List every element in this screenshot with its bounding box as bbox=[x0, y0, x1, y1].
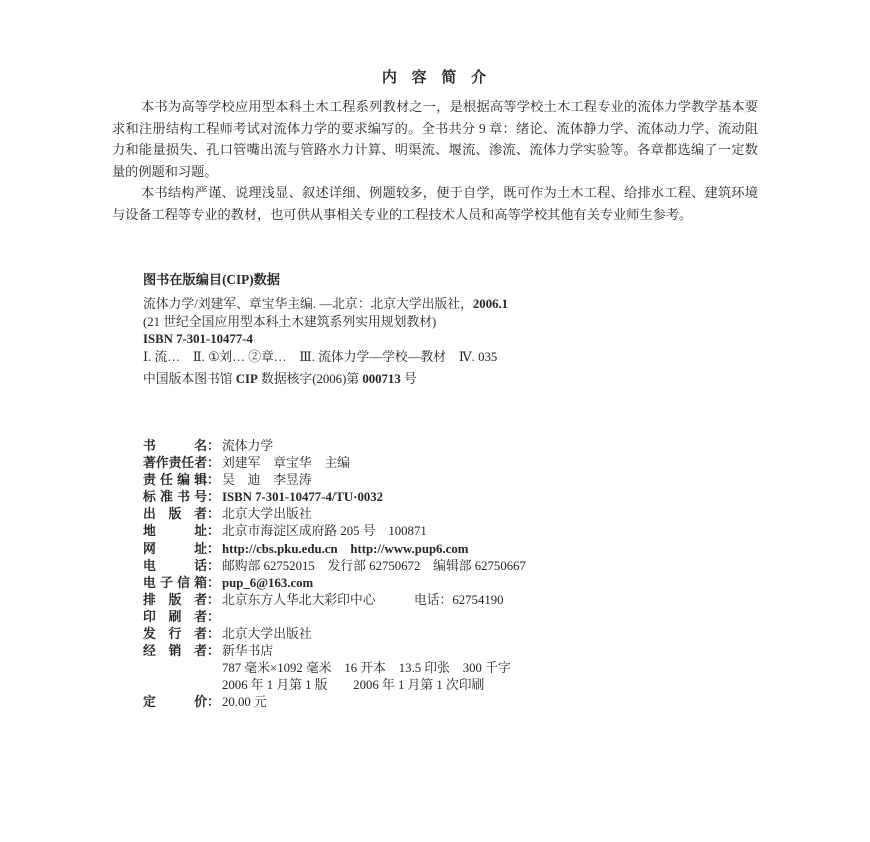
detail-label: 责任编辑 bbox=[143, 473, 207, 488]
detail-row-typesetter bbox=[143, 592, 526, 609]
cip-record-number: 000713 bbox=[362, 372, 401, 387]
detail-row-email bbox=[143, 575, 526, 592]
detail-label: 标准书号 bbox=[143, 490, 207, 505]
cip-series-line: (21 世纪全国应用型本科土木建筑系列实用规划教材) bbox=[143, 314, 437, 329]
detail-row-seller bbox=[143, 643, 526, 660]
detail-label: 发行者 bbox=[143, 627, 207, 642]
detail-row-publisher bbox=[143, 506, 526, 523]
intro-paragraph-2: 本书结构严谨、说理浅显、叙述详细、例题较多，便于自学，既可作为土木工程、给排水工程、建筑环境与设备工程等专业的教材，也可供从事相关专业的工程技术人员和高等学校其他有关专业师生参考。 bbox=[112, 185, 758, 222]
detail-value: 北京大学出版社 bbox=[222, 627, 312, 642]
detail-row-format bbox=[143, 660, 526, 677]
detail-value: 刘建军 章宝华 主编 bbox=[222, 456, 350, 471]
detail-value: 新华书店 bbox=[222, 644, 274, 659]
detail-colon: ： bbox=[207, 507, 220, 522]
detail-value: ISBN 7-301-10477-4/TU·0032 bbox=[222, 490, 384, 505]
detail-value: http://cbs.pku.edu.cn http://www.pup6.com bbox=[222, 541, 469, 556]
detail-value: 787 毫米×1092 毫米 16 开本 13.5 印张 300 千字 bbox=[222, 661, 511, 676]
detail-value: 2006 年 1 月第 1 版 2006 年 1 月第 1 次印刷 bbox=[222, 678, 485, 693]
detail-colon: ： bbox=[207, 627, 220, 642]
detail-colon: ： bbox=[207, 695, 220, 710]
detail-colon: ： bbox=[207, 644, 220, 659]
detail-row-phone bbox=[143, 558, 526, 575]
detail-value: 北京大学出版社 bbox=[222, 507, 312, 522]
detail-row-edition bbox=[143, 677, 526, 694]
detail-row-printer bbox=[143, 609, 526, 626]
cip-isbn-line: ISBN 7-301-10477-4 bbox=[143, 332, 253, 347]
detail-colon: ： bbox=[207, 592, 220, 607]
detail-colon: ： bbox=[207, 541, 220, 556]
detail-label: 网址 bbox=[143, 541, 207, 556]
detail-label: 定价 bbox=[143, 695, 207, 710]
cip-record-text: 数据核字(2006)第 bbox=[257, 372, 363, 387]
detail-label: 书名 bbox=[143, 439, 207, 453]
detail-colon: ： bbox=[207, 473, 220, 488]
cip-title-year: 2006.1 bbox=[472, 297, 509, 311]
detail-row-address bbox=[143, 523, 526, 540]
detail-value: 流体力学 bbox=[222, 439, 274, 453]
content-summary-section bbox=[112, 66, 758, 226]
detail-colon: ： bbox=[207, 558, 220, 573]
cip-classification-line: Ⅰ. 流… Ⅱ. ①刘… ②章… Ⅲ. 流体力学—学校—教材 Ⅳ. 035 bbox=[143, 349, 498, 364]
cip-record-text: 中国版本图书馆 bbox=[143, 372, 236, 387]
detail-label: 排版者 bbox=[143, 592, 207, 607]
detail-colon: ： bbox=[207, 575, 220, 590]
detail-label: 印刷者 bbox=[143, 609, 207, 624]
cip-title-line bbox=[143, 296, 643, 314]
detail-value: pup_6@163.com bbox=[222, 575, 314, 590]
detail-colon: ： bbox=[207, 490, 220, 505]
detail-colon: ： bbox=[207, 524, 220, 539]
detail-label: 出版者 bbox=[143, 507, 207, 522]
detail-value: 北京市海淀区成府路 205 号 100871 bbox=[222, 524, 427, 539]
detail-value: 邮购部 62752015 发行部 62750672 编辑部 62750667 bbox=[222, 558, 526, 573]
detail-row-editors bbox=[143, 472, 526, 489]
content-summary-title: 内 容 简 介 bbox=[381, 70, 489, 86]
detail-value bbox=[220, 610, 222, 624]
detail-row-website bbox=[143, 541, 526, 558]
publication-details-section bbox=[143, 438, 526, 712]
detail-label: 电话 bbox=[143, 558, 207, 573]
detail-value: 20.00 元 bbox=[222, 695, 267, 710]
detail-label: 著作责任者 bbox=[143, 456, 207, 471]
cip-data-section bbox=[143, 269, 643, 389]
detail-row-isbn bbox=[143, 489, 526, 506]
detail-value: 吴 迪 李昱涛 bbox=[222, 473, 312, 488]
detail-value: 北京东方人华北大彩印中心 电话：62754190 bbox=[222, 592, 504, 607]
cip-title-text: 流体力学/刘建军、章宝华主编. —北京：北京大学出版社， bbox=[143, 297, 473, 311]
detail-row-distributor bbox=[143, 626, 526, 643]
cip-heading: 图书在版编目(CIP)数据 bbox=[143, 272, 280, 287]
detail-label: 地址 bbox=[143, 524, 207, 539]
detail-colon: ： bbox=[207, 609, 220, 624]
detail-label: 经销者 bbox=[143, 644, 207, 659]
detail-row-book-title bbox=[143, 438, 526, 455]
cip-record-text: 号 bbox=[400, 372, 417, 387]
detail-row-authors bbox=[143, 455, 526, 472]
detail-colon: ： bbox=[207, 456, 220, 471]
intro-paragraph-1: 本书为高等学校应用型本科土木工程系列教材之一，是根据高等学校土木工程专业的流体力学教学基本要求和注册结构工程师考试对流体力学的要求编写的。全书共分 9 章：绪论、流体静力学、流体动力学、流动阻力和能量损失、孔口管嘴出流与管路水力计算、明渠流、堰流、渗流、流体力学实验等。各章都选编了一定数量的例题和习题。 bbox=[112, 99, 758, 179]
cip-record-cip: CIP bbox=[235, 372, 258, 387]
detail-label: 电子信箱 bbox=[143, 575, 207, 590]
cip-record-line bbox=[143, 371, 643, 389]
detail-colon: ： bbox=[207, 439, 220, 453]
detail-row-price bbox=[143, 694, 526, 711]
